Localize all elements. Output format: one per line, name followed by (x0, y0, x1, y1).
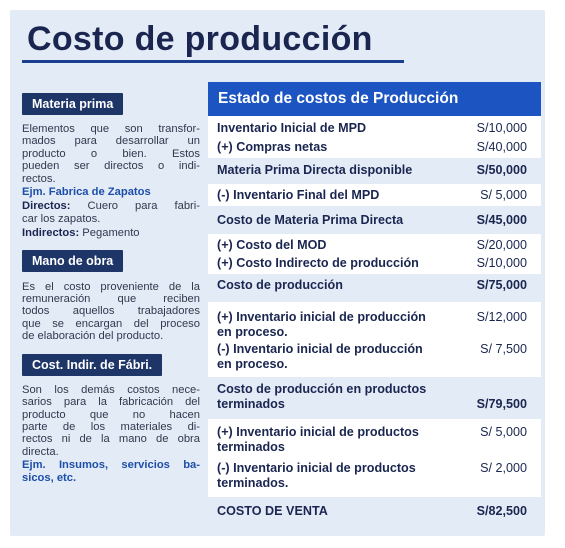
row-label (217, 188, 379, 203)
page-title: Costo de producción (27, 20, 373, 58)
indirectos-value: Pegamento (79, 227, 140, 240)
table-heading: Estado de costos de Producción (208, 82, 541, 116)
text-line: car los zapatos. (22, 212, 101, 225)
row-value: S/79,500 (476, 397, 527, 411)
row-label (217, 342, 423, 372)
text-line: parte de los materiales di- (22, 420, 200, 433)
row-value: S/ 7,500 (480, 342, 527, 356)
row-label (217, 278, 343, 293)
row-label-line: terminados (217, 397, 285, 411)
row-value: S/40,000 (476, 140, 527, 154)
text-line: que se encargan del proceso (22, 317, 200, 330)
row-value: S/50,000 (476, 163, 527, 177)
table-row (208, 419, 541, 457)
row-value: S/20,000 (476, 238, 527, 252)
row-label-line: en proceso. (217, 325, 288, 339)
text-line: rectos. (22, 172, 56, 185)
row-label-line: Costo de producción (217, 278, 343, 292)
row-value: S/12,000 (476, 310, 527, 324)
indirectos-label: Indirectos: (22, 227, 80, 240)
text-line: directa. (22, 445, 59, 458)
text-line: producto que no hacen (22, 408, 200, 421)
section-heading-mano-de-obra: Mano de obra (22, 250, 123, 272)
row-label (217, 140, 327, 155)
text-line: Son los demás costos nece- (22, 383, 200, 396)
text-line: de elaboración del producto. (22, 330, 164, 343)
row-label (217, 425, 419, 455)
section-heading-costos-indirectos: Cost. Indir. de Fábri. (22, 354, 162, 376)
row-label (217, 310, 426, 340)
text-line: todos aquellos trabajadores (22, 305, 200, 318)
costos-indirectos-example (22, 459, 200, 484)
indirectos-note (22, 227, 200, 239)
table-row (208, 497, 541, 525)
row-label-line: (+) Costo del MOD (217, 238, 327, 252)
table-row (208, 138, 541, 158)
text-line: rectos ni de la mano de obra (22, 433, 200, 446)
materia-prima-description (22, 123, 200, 185)
row-value: S/82,500 (476, 504, 527, 518)
title-underline (22, 60, 404, 63)
left-column (22, 88, 200, 484)
row-label-line: Costo de producción en productos (217, 382, 427, 396)
row-label-line: (+) Compras netas (217, 140, 328, 154)
directos-note (22, 200, 200, 225)
row-label-line: Costo de Materia Prima Directa (217, 213, 404, 227)
table-row (208, 184, 541, 206)
row-label-line: (-) Inventario inicial de producción (217, 342, 423, 356)
row-label (217, 461, 416, 491)
row-label (217, 163, 412, 178)
row-label-line: (-) Inventario inicial de productos (217, 461, 416, 475)
row-value: S/ 5,000 (480, 425, 527, 439)
table-row (208, 457, 541, 497)
row-label-line: (+) Inventario inicial de producción (217, 310, 426, 324)
row-value: S/75,000 (476, 278, 527, 292)
table-row (208, 377, 541, 419)
costos-indirectos-description (22, 384, 200, 458)
text-line: Elementos que son transfor- (22, 123, 200, 135)
row-label-line: COSTO DE VENTA (217, 504, 328, 518)
text-line: pueden ser directos o indi- (22, 160, 200, 173)
table-body (208, 116, 541, 525)
directos-label: Directos: (22, 200, 71, 213)
text-line: sarios para la fabricación del (22, 396, 200, 409)
table-row (208, 206, 541, 234)
table-row (208, 158, 541, 184)
text-line: remuneración que reciben (22, 293, 200, 306)
mano-de-obra-description (22, 281, 200, 343)
row-label (217, 256, 419, 271)
row-value: S/45,000 (476, 213, 527, 227)
row-label (217, 238, 327, 253)
row-label-line: (+) Inventario inicial de productos (217, 425, 419, 439)
row-label-line: Materia Prima Directa disponible (217, 163, 413, 177)
row-label-line: (-) Inventario Final del MPD (217, 188, 380, 202)
text-line: Ejm. Insumos, servicios ba- (22, 459, 200, 472)
text-line: producto o bien. Estos (22, 147, 200, 160)
row-label-line: Inventario Inicial de MPD (217, 121, 367, 135)
table-row (208, 339, 541, 377)
directos-value: Cuero para fabri- (70, 200, 200, 213)
table-row (208, 254, 541, 274)
table-row (208, 116, 541, 138)
row-label (217, 504, 328, 519)
row-label (217, 382, 426, 412)
row-label-line: terminados. (217, 476, 289, 490)
row-label-line: (+) Costo Indirecto de producción (217, 256, 419, 270)
row-value: S/ 5,000 (480, 188, 527, 202)
table-row (208, 234, 541, 254)
cost-statement-table (208, 82, 541, 525)
row-label-line: terminados (217, 440, 285, 454)
row-label (217, 121, 366, 136)
materia-prima-example: Ejm. Fabrica de Zapatos (22, 186, 151, 199)
row-value: S/10,000 (476, 121, 527, 135)
table-row (208, 302, 541, 339)
section-heading-materia-prima: Materia prima (22, 93, 123, 115)
text-line: Es el costo proveniente de la (22, 280, 200, 293)
row-label (217, 213, 403, 228)
row-value: S/10,000 (476, 256, 527, 270)
row-value: S/ 2,000 (480, 461, 527, 475)
text-line: sicos, etc. (22, 471, 77, 484)
text-line: mados para desarrollar un (22, 135, 200, 148)
table-row (208, 274, 541, 302)
row-label-line: en proceso. (217, 357, 288, 371)
